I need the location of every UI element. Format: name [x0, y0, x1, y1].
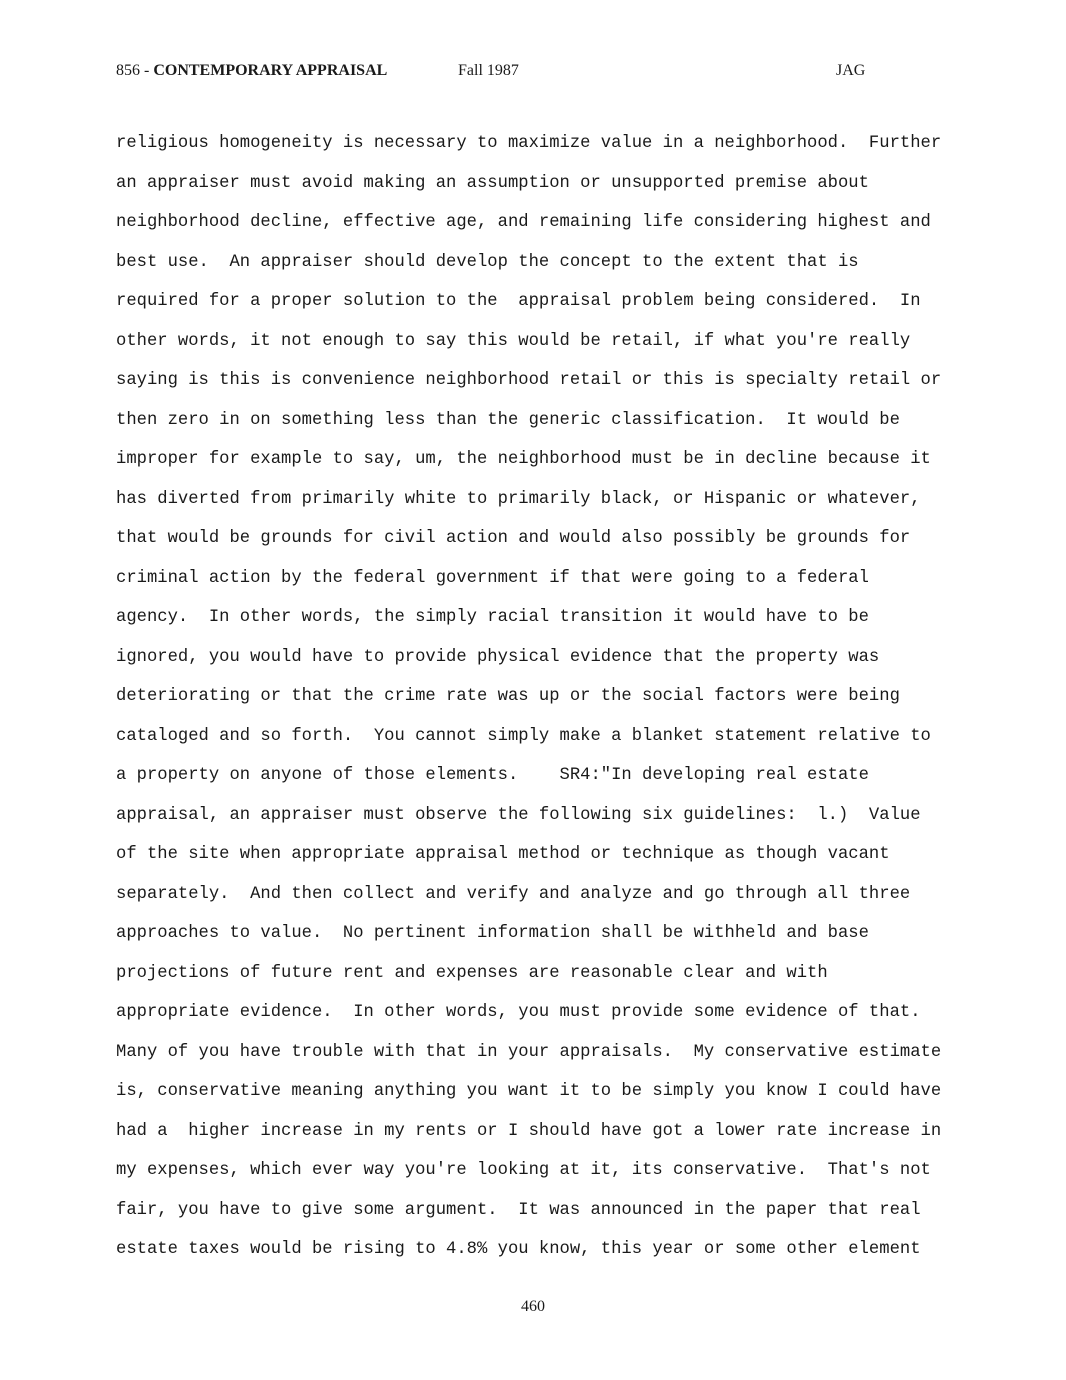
body-line: deteriorating or that the crime rate was up or the social factors were being — [116, 687, 900, 706]
body-line: of the site when appropriate appraisal method or technique as though vacant — [116, 845, 890, 864]
header-course-number: 856 - — [116, 62, 154, 79]
body-line: then zero in on something less than the generic classification. It would be — [116, 410, 900, 430]
body-line: criminal action by the federal government if that were going to a federal — [116, 568, 869, 588]
body-line: Many of you have trouble with that in your appraisals. My conservative estimate — [116, 1042, 942, 1062]
header-course-label — [116, 62, 387, 80]
header-course-title: CONTEMPORARY APPRAISAL — [153, 62, 388, 79]
page-number: 460 — [521, 1298, 545, 1315]
body-line: best use. An appraiser should develop the concept to the extent that is — [116, 252, 859, 272]
body-line: improper for example to say, um, the neighborhood must be in decline because it — [116, 450, 931, 469]
body-line: fair, you have to give some argument. It was announced in the paper that real — [116, 1200, 921, 1220]
body-line: had a higher increase in my rents or I should have got a lower rate increase in — [116, 1121, 942, 1141]
body-line: neighborhood decline, effective age, and remaining life considering highest and — [116, 213, 931, 232]
body-line: projections of future rent and expenses are reasonable clear and with — [116, 963, 828, 983]
body-line: required for a proper solution to the appraisal problem being considered. In — [116, 292, 921, 311]
body-line: an appraiser must avoid making an assumption or unsupported premise about — [116, 173, 869, 193]
body-line: cataloged and so forth. You cannot simply make a blanket statement relative to — [116, 726, 931, 746]
body-line: estate taxes would be rising to 4.8% you know, this year or some other element — [116, 1240, 921, 1259]
body-line: appraisal, an appraiser must observe the following six guidelines: l.) Value — [116, 805, 921, 825]
body-line: that would be grounds for civil action and would also possibly be grounds for — [116, 529, 911, 548]
body-line: approaches to value. No pertinent information shall be withheld and base — [116, 924, 869, 943]
body-line: my expenses, which ever way you're looking at it, its conservative. That's not — [116, 1161, 931, 1180]
body-line: religious homogeneity is necessary to maximize value in a neighborhood. Further — [116, 134, 942, 153]
header-term: Fall 1987 — [458, 62, 519, 79]
body-line: ignored, you would have to provide physical evidence that the property was — [116, 647, 880, 667]
body-line: a property on anyone of those elements. SR4:"In developing real estate — [116, 766, 869, 785]
page-header — [116, 62, 876, 86]
transcript-body — [116, 124, 976, 1270]
body-line: has diverted from primarily white to primarily black, or Hispanic or whatever, — [116, 489, 921, 509]
body-line: saying is this is convenience neighborhood retail or this is specialty retail or — [116, 371, 942, 390]
body-line: is, conservative meaning anything you want it to be simply you know I could have — [116, 1082, 942, 1101]
body-line: separately. And then collect and verify and analyze and go through all three — [116, 884, 911, 904]
body-line: other words, it not enough to say this would be retail, if what you're really — [116, 331, 911, 351]
header-initials: JAG — [836, 62, 866, 79]
body-line: agency. In other words, the simply racial transition it would have to be — [116, 608, 869, 627]
body-line: appropriate evidence. In other words, you must provide some evidence of that. — [116, 1003, 921, 1022]
